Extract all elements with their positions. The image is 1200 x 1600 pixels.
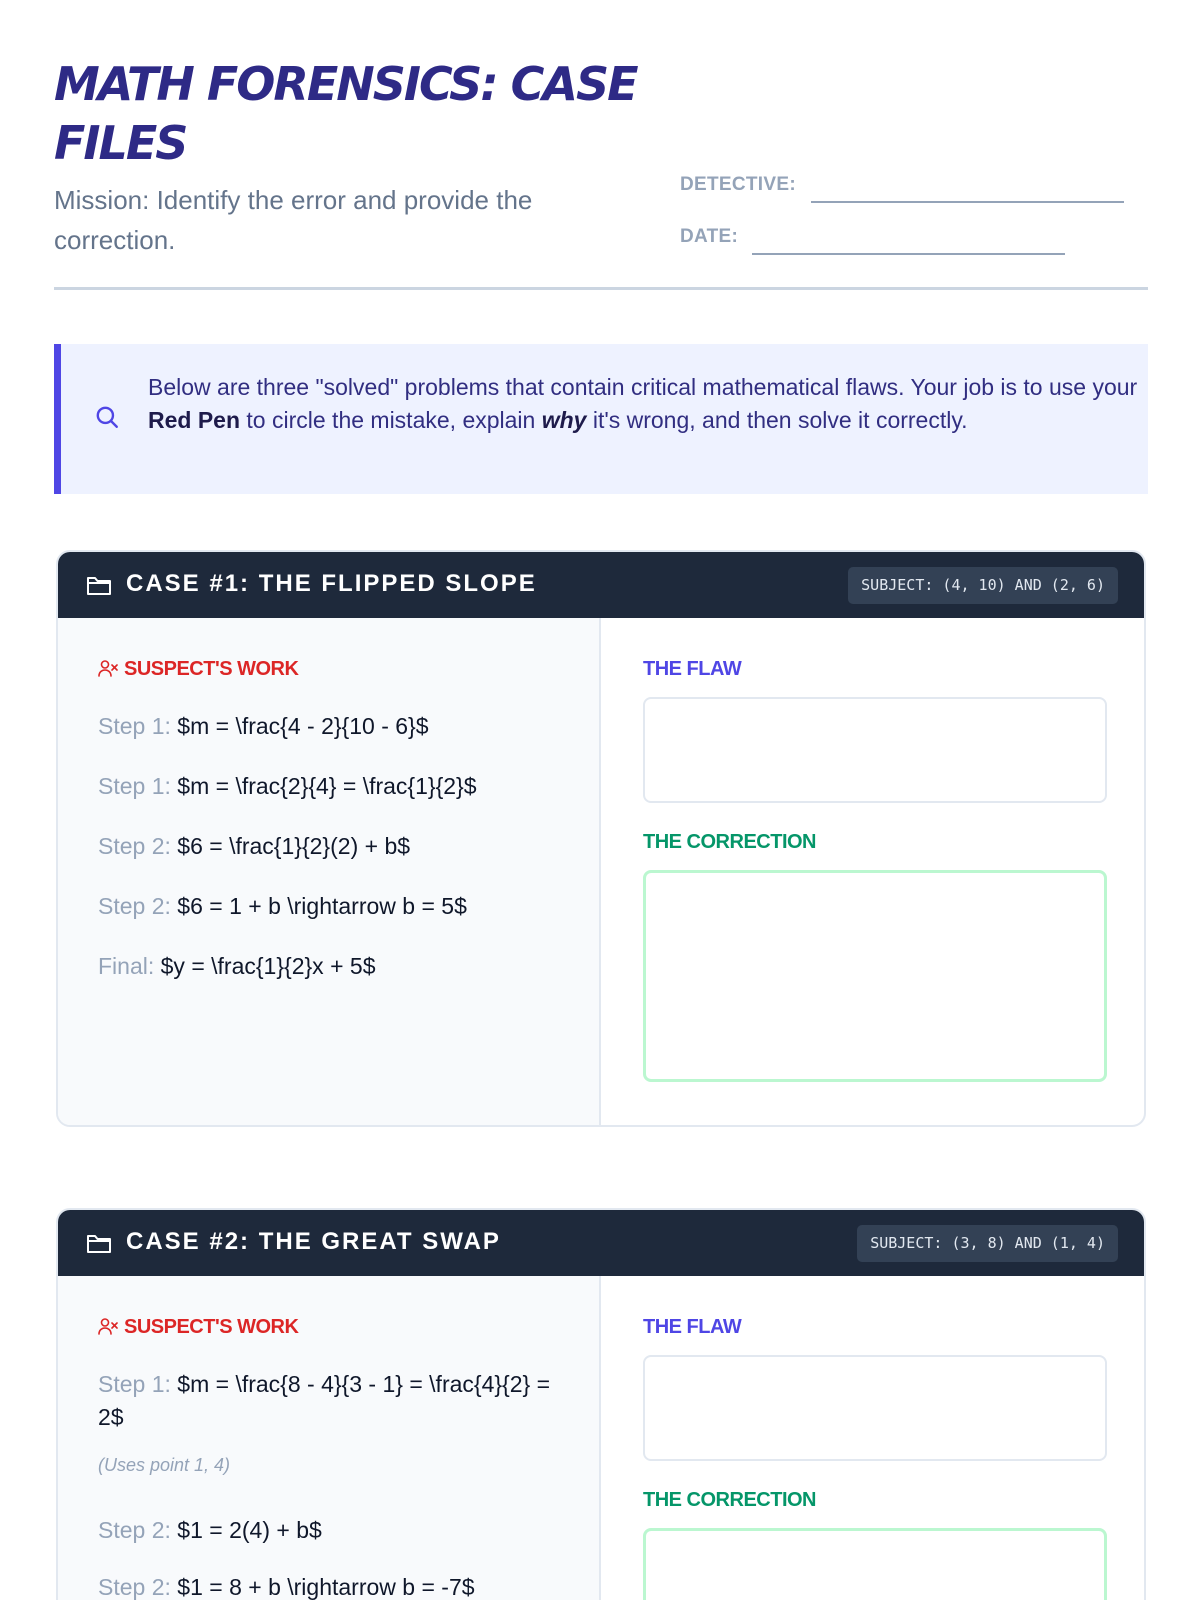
folder-icon [86, 574, 112, 596]
correction-heading: THE CORRECTION [643, 1489, 816, 1511]
suspect-work-heading [98, 1316, 298, 1339]
case-card-2 [56, 1208, 1146, 1600]
step-label: Step 1: [98, 713, 171, 739]
intro-red-pen: Red Pen [148, 407, 241, 433]
step-label: Step 2: [98, 893, 171, 919]
case-body [58, 1276, 1144, 1600]
suspect-work-heading [98, 658, 298, 681]
header-divider [54, 287, 1148, 290]
step-text: $1 = 2(4) + b$ [170, 1517, 322, 1543]
step-label: Final: [98, 953, 155, 979]
work-step [98, 1368, 568, 1434]
step-text: $6 = \frac{1}{2}(2) + b$ [170, 833, 411, 859]
detective-label: DETECTIVE: [680, 174, 796, 195]
intro-callout [54, 344, 1148, 494]
work-step [98, 890, 568, 923]
intro-text [148, 371, 1138, 437]
page-title: MATH FORENSICS: CASE FILES [54, 57, 637, 170]
step-text: $m = \frac{4 - 2}{10 - 6}$ [170, 713, 429, 739]
correction-answer-box[interactable] [643, 870, 1107, 1082]
step-text: $1 = 8 + b \rightarrow b = -7$ [170, 1574, 475, 1600]
case-subject-badge: SUBJECT: (3, 8) AND (1, 4) [857, 1225, 1118, 1262]
mission-text: Mission: Identify the error and provide the correction. [54, 185, 533, 255]
correction-answer-box[interactable] [643, 1528, 1107, 1600]
suspect-work-label: SUSPECT'S WORK [124, 1316, 299, 1338]
step-label: Step 1: [98, 1371, 171, 1397]
correction-heading: THE CORRECTION [643, 831, 816, 853]
flaw-answer-box[interactable] [643, 697, 1107, 803]
work-step [98, 770, 568, 803]
step-text: $6 = 1 + b \rightarrow b = 5$ [170, 893, 467, 919]
date-input-line[interactable] [752, 253, 1065, 255]
step-label: Step 1: [98, 773, 171, 799]
flaw-heading: THE FLAW [643, 658, 742, 680]
step-text: $m = \frac{2}{4} = \frac{1}{2}$ [170, 773, 477, 799]
work-step [98, 1514, 568, 1547]
suspect-work-panel [58, 1276, 601, 1600]
case-header [58, 552, 1144, 618]
suspect-work-panel [58, 618, 601, 1125]
work-step [98, 950, 568, 983]
flaw-heading: THE FLAW [643, 1316, 742, 1338]
case-subject-badge: SUBJECT: (4, 10) AND (2, 6) [848, 567, 1118, 604]
folder-icon [86, 1232, 112, 1254]
case-header [58, 1210, 1144, 1276]
intro-text-part: it's wrong, and then solve it correctly. [586, 407, 968, 433]
case-body [58, 618, 1144, 1125]
case-title: CASE #1: THE FLIPPED SLOPE [126, 570, 537, 597]
suspect-work-label: SUSPECT'S WORK [124, 658, 299, 680]
work-note: (Uses point 1, 4) [98, 1455, 231, 1475]
step-label: Step 2: [98, 1574, 171, 1600]
work-step [98, 710, 568, 743]
intro-text-part: to circle the mistake, explain [240, 407, 542, 433]
case-title: CASE #2: THE GREAT SWAP [126, 1228, 501, 1255]
case-card-1 [56, 550, 1146, 1127]
user-x-icon [98, 659, 118, 677]
detective-input-line[interactable] [811, 201, 1124, 203]
step-label: Step 2: [98, 1517, 171, 1543]
step-label: Step 2: [98, 833, 171, 859]
work-step [98, 1571, 568, 1600]
user-x-icon [98, 1317, 118, 1335]
analysis-panel [603, 1276, 1144, 1600]
step-text: $y = \frac{1}{2}x + 5$ [154, 953, 376, 979]
analysis-panel [603, 618, 1144, 1125]
search-icon [94, 404, 120, 430]
step-text: $m = \frac{8 - 4}{3 - 1} = \frac{4}{2} = 2$ [98, 1371, 551, 1430]
work-step [98, 830, 568, 863]
intro-text-part: Below are three "solved" problems that contain critical mathematical flaws. Your job is to use your [148, 374, 1138, 400]
intro-why: why [541, 407, 587, 433]
flaw-answer-box[interactable] [643, 1355, 1107, 1461]
date-label: DATE: [680, 226, 739, 247]
